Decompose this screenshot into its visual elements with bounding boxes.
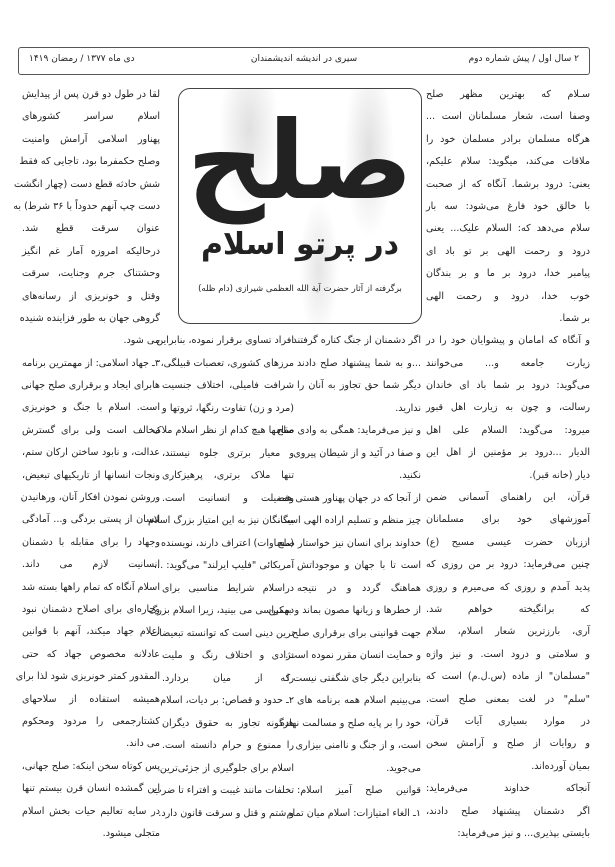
text-line: دست چپ آنهم حدوداً با ۳۶ شرط) به bbox=[13, 200, 160, 212]
text-line: بیگانگان نیز به این امتیاز بزرگ اسلام bbox=[147, 515, 294, 526]
text-line: اگر دشمنان پیشنهاد صلح دادند، bbox=[426, 805, 590, 817]
text-line: آمریکائی "فلیپ ایرلند" می‌گوید: ... bbox=[154, 560, 294, 571]
text-line: است تا با جهان و موجوداتش bbox=[297, 560, 421, 571]
text-line: (مرد و زن) تفاوت رنگها، ثروتها و bbox=[162, 402, 294, 414]
text-line: "سلم" در لغت بمعنی صلح است. bbox=[426, 693, 590, 705]
text-line: ۳ـ جهاد اسلامی: از مهمترین برنامه bbox=[22, 357, 160, 369]
text-line: نژادی و اختلاف رنگ و ملیت bbox=[162, 650, 294, 661]
text-line: قوانین صلح آمیز اسلام: bbox=[297, 785, 421, 796]
text-line: آری، بارزترین شعار اسلام، سلام bbox=[426, 626, 590, 638]
text-line: دیار (خانه قبر). bbox=[529, 469, 590, 481]
text-line: و صفا در آئید و از شیطان پیروی bbox=[293, 447, 421, 459]
section-title: سیری در اندیشه اندیشمندان bbox=[250, 54, 358, 64]
text-line: انسانیت لازم می داند. bbox=[22, 559, 160, 571]
text-line: را از میان بردارد. bbox=[162, 672, 294, 684]
text-line: پس کوتاه سخن اینکه: صلح جهانی، bbox=[21, 760, 160, 772]
text-line: وحشتناک جرم وجنایت، سرقت bbox=[22, 268, 160, 280]
text-line: از آنجا که در جهان پهناور هستی همه bbox=[276, 492, 421, 504]
text-line: اعلام جهاد میکند، آنهم با قوانین bbox=[22, 626, 160, 638]
text-line: عادلانه مخصوص جهاد که حتی bbox=[22, 648, 160, 660]
text-line: می‌گوید: درود بر شما باد ای خاندان bbox=[426, 380, 590, 392]
text-line: چنین می‌فرماید: درود بر من روزی که bbox=[426, 559, 590, 571]
text-line: را ممنوع و حرام دانسته است. bbox=[162, 740, 294, 751]
text-line: هابرای ایجاد و برقراری صلح جهانی bbox=[21, 380, 160, 392]
text-line: جهت قوانینی برای برقراری صلح bbox=[292, 627, 421, 639]
text-line: بمیان آورده‌اند. bbox=[531, 760, 590, 772]
column-middle-right bbox=[268, 334, 421, 829]
text-line: بنابراین دیگر جای شگفتی نیست که bbox=[280, 672, 421, 684]
text-line: تخلفات مانند غیبت و افتراء تا ضرب bbox=[152, 785, 294, 796]
text-line: و شتم و قتل و سرقت قانون دارد. bbox=[158, 807, 294, 819]
text-line: عنوان سرقت قطع شد. bbox=[22, 223, 160, 235]
text-line: انسان از پستی بردگی و... آمادگی bbox=[22, 514, 160, 526]
text-line: کشتارجمعی را مردود ومحکوم bbox=[22, 715, 160, 727]
text-line: که برانگیخته خواهم شد. bbox=[426, 603, 590, 615]
text-line: لقا در طول دو قرن پس از پیدایش bbox=[22, 89, 160, 100]
text-line: آموزشهای خود برای مسلمانان bbox=[426, 514, 590, 526]
text-line: است. اسلام با جنگ و خونریزی bbox=[22, 402, 160, 414]
page-header bbox=[18, 47, 590, 75]
title-box bbox=[178, 88, 422, 324]
text-line: اسلام سراسر کشورهای bbox=[22, 111, 160, 123]
text-line: ترین دینی است که توانسته تبعیضات bbox=[150, 627, 294, 639]
text-line: همیشه استفاده از سلاحهای bbox=[22, 693, 160, 705]
text-line: زیارت جامعه و... می‌خوانند bbox=[426, 357, 590, 369]
text-line: اسلام برای جلوگیری از جزئی‌ترین bbox=[159, 762, 294, 774]
text-line: اگر دشمنان از جنگ کناره گرفتند bbox=[292, 335, 421, 346]
headline-credit: برگرفته از آثار حضرت آیة الله العظمی شیرازی (دام ظله) bbox=[198, 284, 402, 294]
text-line: دراسلام شرایط مناسبی برای bbox=[162, 582, 294, 594]
text-line: خداوند برای انسان نیز خواستار صلح bbox=[277, 537, 421, 549]
text-line: و آنگاه که امامان و پیشوایان خود را در bbox=[426, 335, 590, 347]
text-line: افراد تساوی برقرار نموده، بنابراین bbox=[156, 335, 294, 346]
text-line: چیز منظم و تسلیم اراده الهی است، bbox=[277, 515, 421, 526]
headline-subtitle: در پرتو اسلام bbox=[200, 227, 400, 262]
text-line: از خطرها و زیانها مصون بماند و بهمین bbox=[268, 605, 421, 616]
text-line: و سلامتی و درود است. و نیز واژه bbox=[426, 648, 590, 660]
text-line: ...و به شما پیشنهاد صلح دادند bbox=[297, 357, 421, 369]
text-line: قرآن، این راهنمای آسمانی ضمن bbox=[426, 492, 590, 504]
text-line: وصلح حکمفرما بود، تاجایی که فقط bbox=[19, 156, 160, 168]
text-line: سـلام که بهترین مظهر صلح bbox=[426, 89, 590, 100]
text-line: المقدور کمتر خونریزی شود لذا برای bbox=[15, 671, 160, 683]
text-line: "مسلمان" از ماده (س.ل.م) است که bbox=[426, 671, 590, 683]
text-line: گروهی جهان به طور فزاینده شنیده bbox=[19, 312, 160, 324]
text-line: عدالت، و نابود ساختن ارکان ستم، bbox=[22, 447, 160, 459]
column-left bbox=[13, 88, 160, 849]
text-line: متجلی میشود. bbox=[102, 827, 160, 839]
text-line: می‌بینیم اسلام همه برنامه های bbox=[297, 695, 421, 706]
text-line: هرگونه تجاوز به حقوق دیگران bbox=[162, 717, 294, 729]
column-right bbox=[426, 88, 590, 849]
text-line: مقامها هیچ کدام از نظر اسلام ملاک bbox=[152, 425, 294, 436]
text-line: دیگر شما حق تجاوز به آنان را bbox=[297, 380, 421, 391]
text-line: پهناور اسلامی آرامش وامنیت bbox=[22, 133, 160, 145]
text-line: وچاره‌ای برای اصلاح دشمنان نبود bbox=[22, 603, 160, 615]
text-line: می شود. bbox=[123, 335, 160, 347]
text-line: در سایه تعالیم حیات بخش اسلام bbox=[22, 805, 160, 817]
text-line: (مساوات) اعتراف دارند، نویسنده bbox=[161, 537, 294, 549]
text-line: وفضیلت و انسانیت است. bbox=[162, 492, 294, 504]
text-line: شش حادثه قطع دست (چهار انگشت bbox=[13, 178, 160, 190]
date-info: دی ماه ۱۳۷۷ / رمضان ۱۴۱۹ bbox=[29, 54, 135, 64]
text-line: بر شما. bbox=[559, 312, 590, 324]
text-line: وقتل و خونریزی از رسانه‌های bbox=[22, 290, 160, 302]
headline-word: صلح bbox=[186, 99, 414, 224]
text-line: وصفا است، شعار مسلمانان است ... bbox=[426, 111, 590, 123]
text-line: و نیز می‌فرماید: همگی به وادی صلح bbox=[276, 425, 421, 436]
text-line: درود و رحمت الهی بر تو باد ای bbox=[426, 245, 590, 257]
text-line: ملاقات می‌کند، میگوید: سلام علیکم، bbox=[426, 156, 590, 168]
text-line: سلام می‌دهد که: السلام علیک... یعنی bbox=[426, 223, 590, 235]
text-line: می‌جوید. bbox=[386, 762, 421, 774]
text-line: اززبان حضرت عیسی مسیح (ع) bbox=[426, 536, 590, 548]
text-line: وجهاد را برای مقابله با دشمنان bbox=[22, 536, 160, 548]
text-line: می داند. bbox=[126, 738, 160, 750]
text-line: است، و از جنگ و ناامنی بیزاری bbox=[295, 740, 421, 751]
text-line: ندارید. bbox=[395, 402, 421, 414]
text-line: وروشن نمودن افکار آنان، ورهانیدن bbox=[20, 492, 160, 504]
text-line: پیامبر خدا، درود بر ما و بر بندگان bbox=[426, 268, 590, 280]
text-line: تنها ملاک برتری، پرهیزکاری bbox=[162, 470, 294, 481]
text-line: مرزهای کشوری، تعصبات قبیلگی، bbox=[160, 357, 294, 369]
text-line: این گمشده انسان قرن بیستم تنها bbox=[22, 783, 160, 795]
text-line: و روایات از صلح و آرامش سخن bbox=[426, 738, 590, 750]
text-line: درحالیکه امروزه آمار غم انگیز bbox=[22, 245, 160, 257]
text-line: میرود: می‌گوید: السلام علی اهل bbox=[426, 424, 590, 436]
text-line: خود را بر پایه صلح و مسالمت نهاده bbox=[279, 717, 421, 729]
text-line: مخالف است ولی برای گسترش bbox=[22, 424, 160, 436]
text-line: بایستی بپذیری... و نیز می‌فرماید: bbox=[457, 827, 590, 839]
text-line: دمکراسی می بینید، زیرا اسلام بزرگ bbox=[148, 605, 294, 616]
text-line: یعنی: درود برشما. آنگاه که از صحبت bbox=[426, 178, 590, 190]
text-line: ۱ـ الغاء امتیازات: اسلام میان تمام bbox=[286, 807, 421, 819]
text-line: نکنید. bbox=[399, 470, 421, 481]
text-line: ونجات انسانها از تاریکیهای تبعیض، bbox=[22, 469, 160, 481]
text-line: و حمایت انسان مقرر نموده است. bbox=[285, 650, 421, 661]
text-line: اسلام آنگاه که تمام راهها بسته شد bbox=[21, 581, 160, 593]
text-line: آنجاکه خداوند می‌فرماید: bbox=[426, 783, 590, 795]
text-line: در موارد بسیاری آیات قرآن، bbox=[426, 715, 590, 727]
text-line: شرافت فامیلی، اختلاف جنسیت bbox=[162, 380, 294, 391]
text-line: و معیار برتری جلوه نیستند، bbox=[162, 447, 294, 459]
column-middle-left bbox=[147, 334, 294, 829]
text-line: با خالق خود فارغ می‌شود: سه بار bbox=[426, 200, 590, 212]
text-line: هرگاه مسلمان برادر مسلمان خود را bbox=[426, 133, 590, 145]
text-line: الدیار ...درود بر مؤمنین از اهل این bbox=[426, 447, 590, 459]
text-line: پدید آمدم و روزی که می‌میرم و روزی bbox=[426, 581, 590, 593]
text-line: خوب خدا، درود و رحمت الهی bbox=[426, 290, 590, 302]
text-line: رسالت، و چون به زیارت اهل قبور bbox=[426, 402, 590, 414]
issue-info: ۲ سال اول / پیش شماره دوم bbox=[468, 54, 579, 64]
text-line: هماهنگ گردد و در نتیجه bbox=[297, 582, 421, 594]
text-line: ۲ـ حدود و قصاص: بر دیات، اسلام bbox=[160, 695, 294, 706]
